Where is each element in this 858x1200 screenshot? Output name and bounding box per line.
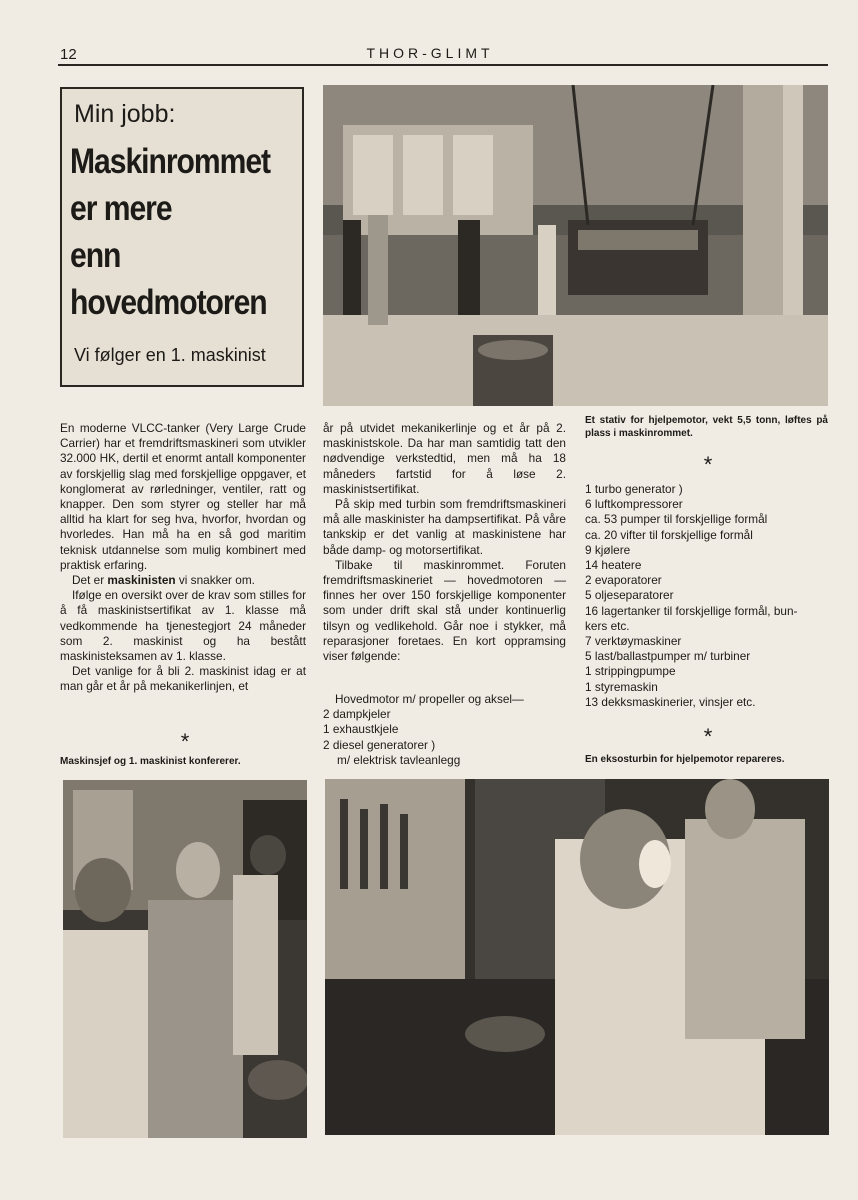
deck: Vi følger en 1. maskinist	[74, 345, 266, 365]
paragraph: En moderne VLCC-tanker (Very Large Crude Carrier) har et fremdriftsmaskineri som utvikler 32.000 HK, dertil et enormt antall komponenter av forskjellig slag med forskjellige oppgaver, et konglomerat av rørledninger, ventiler, ratt og knapper. Den som styrer og steller har må alltid ha klart for seg hva, hvorfor, hvordan og hvorledes. Han må ha en så god maritim teknisk utdannelse som mulig kombinert med praktisk erfaring.	[60, 421, 306, 572]
publication-title: THOR-GLIMT	[366, 45, 494, 61]
list-item: 1 turbo generator )	[585, 482, 683, 496]
engineers-conferring-photo	[63, 780, 307, 1138]
text-fragment: vi snakker om.	[175, 573, 255, 588]
list-item: 5 last/ballastpumper m/ turbiner	[585, 649, 751, 664]
bold-word: maskinisten	[107, 573, 176, 588]
asterisk-ornament: *	[703, 452, 713, 477]
caption-bottom-right: En eksosturbin for hjelpemotor repareres.	[585, 754, 785, 765]
paragraph: Ifølge en oversikt over de krav som stilles for å få maskinistsertifikat av 1. klasse må vedkommende ha tjenestegjort 24 måneder som 2. maskinist og ha bestått maskinisteksamen av 1. klasse.	[60, 588, 306, 664]
list-item: ca. 53 pumper til forskjellige formål	[585, 512, 768, 527]
list-item: 6 luftkompressorer	[585, 497, 683, 512]
list-item: 13 dekksmaskinerier, vinsjer etc.	[585, 694, 756, 709]
paragraph: På skip med turbin som fremdriftsmaskineri må alle maskinister ha dampsertifikat. På våre tankskip er det vanlig at maskinistene har både damp- og motorsertifikat.	[323, 497, 566, 557]
kicker: Min jobb:	[74, 100, 176, 128]
list-item: 2 evaporatorer	[585, 573, 662, 588]
asterisk-ornament: *	[703, 724, 713, 749]
list-item: 14 heatere	[585, 558, 642, 573]
list-item: kers etc.	[585, 618, 630, 633]
article-column-2	[323, 421, 566, 664]
caption-top-right: Et stativ for hjelpemotor, vekt 5,5 tonn, løftes på plass i maskinrommet.	[585, 415, 828, 439]
list-item: 1 exhaustkjele	[323, 722, 399, 737]
page-number: 12	[60, 46, 77, 63]
asterisk-ornament: *	[180, 729, 190, 754]
component-list-2	[585, 482, 828, 710]
list-item: ca. 20 vifter til forskjellige formål	[585, 527, 753, 542]
list-item: 16 lagertanker til forskjellige formål, bun-	[585, 603, 798, 618]
list-item: 2 dampkjeler	[323, 707, 391, 722]
list-item: 5 oljeseparatorer	[585, 588, 674, 603]
paragraph: år på utvidet mekanikerlinje og et år på 2. maskinistskole. Da har man samtidig tatt den nødvendige verkstedtid, men må ha 18 måneders fartstid for å løse 2. maskinistsertifikat.	[323, 421, 566, 496]
list-item: 9 kjølere	[585, 542, 631, 557]
paragraph-maskinisten	[60, 573, 306, 588]
paragraph: Tilbake til maskinrommet. Foruten fremdriftsmaskineriet — hovedmotoren — finnes her over 150 forskjellige komponenter som under drift skal stå under kontinuerlig tilsyn og vedlikehold. Går noe i stykker, må reparasjoner foretaes. En kort oppramsing viser følgende:	[323, 557, 566, 664]
list-item: 1 styremaskin	[585, 679, 658, 694]
component-list-1	[323, 692, 566, 768]
list-item: Hovedmotor m/ propeller og aksel—	[335, 692, 524, 706]
article-column-1	[60, 421, 306, 695]
text-fragment: Det er	[72, 573, 108, 588]
caption-bottom-left: Maskinsjef og 1. maskinist konfererer.	[60, 756, 241, 767]
list-item: m/ elektrisk tavleanlegg	[337, 752, 461, 767]
list-item: 1 strippingpumpe	[585, 664, 676, 679]
list-item: 2 diesel generatorer )	[323, 737, 436, 752]
paragraph: Det vanlige for å bli 2. maskinist idag er at man går et år på mekanikerlinjen, et	[60, 664, 306, 694]
header-rule	[58, 64, 828, 66]
engine-room-photo	[323, 85, 828, 406]
turbine-repair-photo	[325, 779, 829, 1135]
headline: Maskinrommet er mere enn hovedmotoren	[70, 142, 271, 322]
list-item: 7 verktøymaskiner	[585, 634, 682, 649]
